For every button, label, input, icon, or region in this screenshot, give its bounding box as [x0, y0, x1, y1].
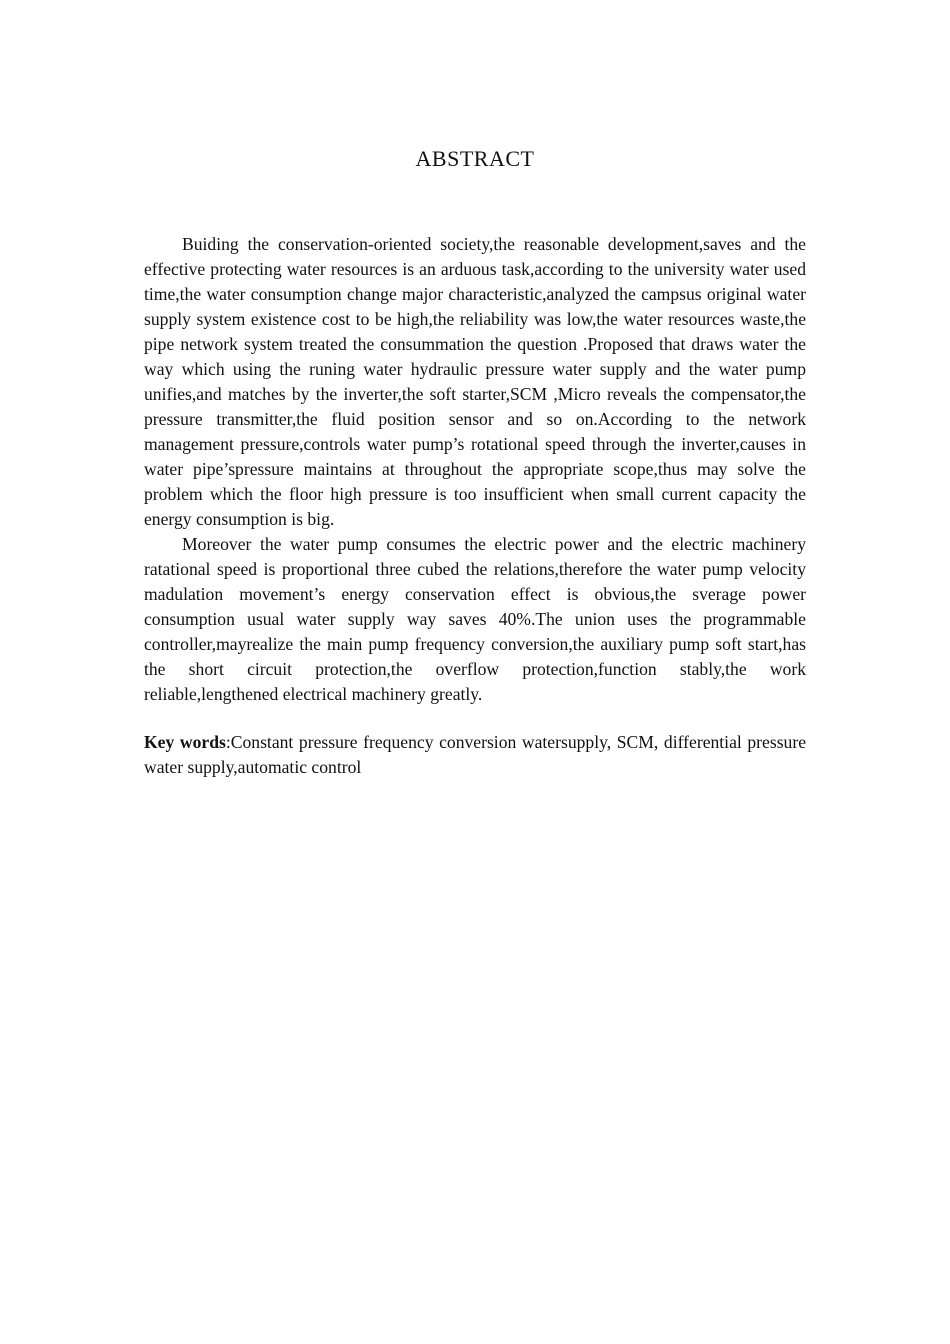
abstract-body — [144, 232, 806, 707]
keywords-line — [144, 730, 806, 780]
abstract-paragraph-2: Moreover the water pump consumes the electric power and the electric machinery ratational speed is proportional three cubed the relations,therefore the water pump velocity madulation movement’s energy conservation effect is obvious,the sverage power consumption usual water supply way saves 40%.The union uses the programmable controller,mayrealize the main pump frequency conversion,the auxiliary pump soft start,has the short circuit protection,the overflow protection,function stably,the work reliable,lengthened electrical machinery greatly. — [144, 534, 806, 704]
keywords-text: Constant pressure frequency conversion watersupply, SCM, differential pressure water supply,automatic control — [144, 732, 807, 777]
abstract-title: ABSTRACT — [415, 146, 535, 171]
keywords-label: Key words — [144, 732, 226, 752]
abstract-paragraph-1: Buiding the conservation-oriented society,the reasonable development,saves and the effective protecting water resources is an arduous task,according to the university water used time,the water consumption change major characteristic,analyzed the campsus original water supply system existence cost to be high,the reliability was low,the water resources waste,the pipe network system treated the consummation the question .Proposed that draws water the way which using the runing water hydraulic pressure water supply and the water pump unifies,and matches by the inverter,the soft starter,SCM ,Micro reveals the compensator,the pressure transmitter,the fluid position sensor and so on.According to the network management pressure,controls water pump’s rotational speed through the inverter,causes in water pipe’spressure maintains at throughout the appropriate scope,thus may solve the problem which the floor high pressure is too insufficient when small current capacity the energy consumption is big. — [144, 234, 806, 529]
keywords-separator: : — [225, 732, 231, 752]
